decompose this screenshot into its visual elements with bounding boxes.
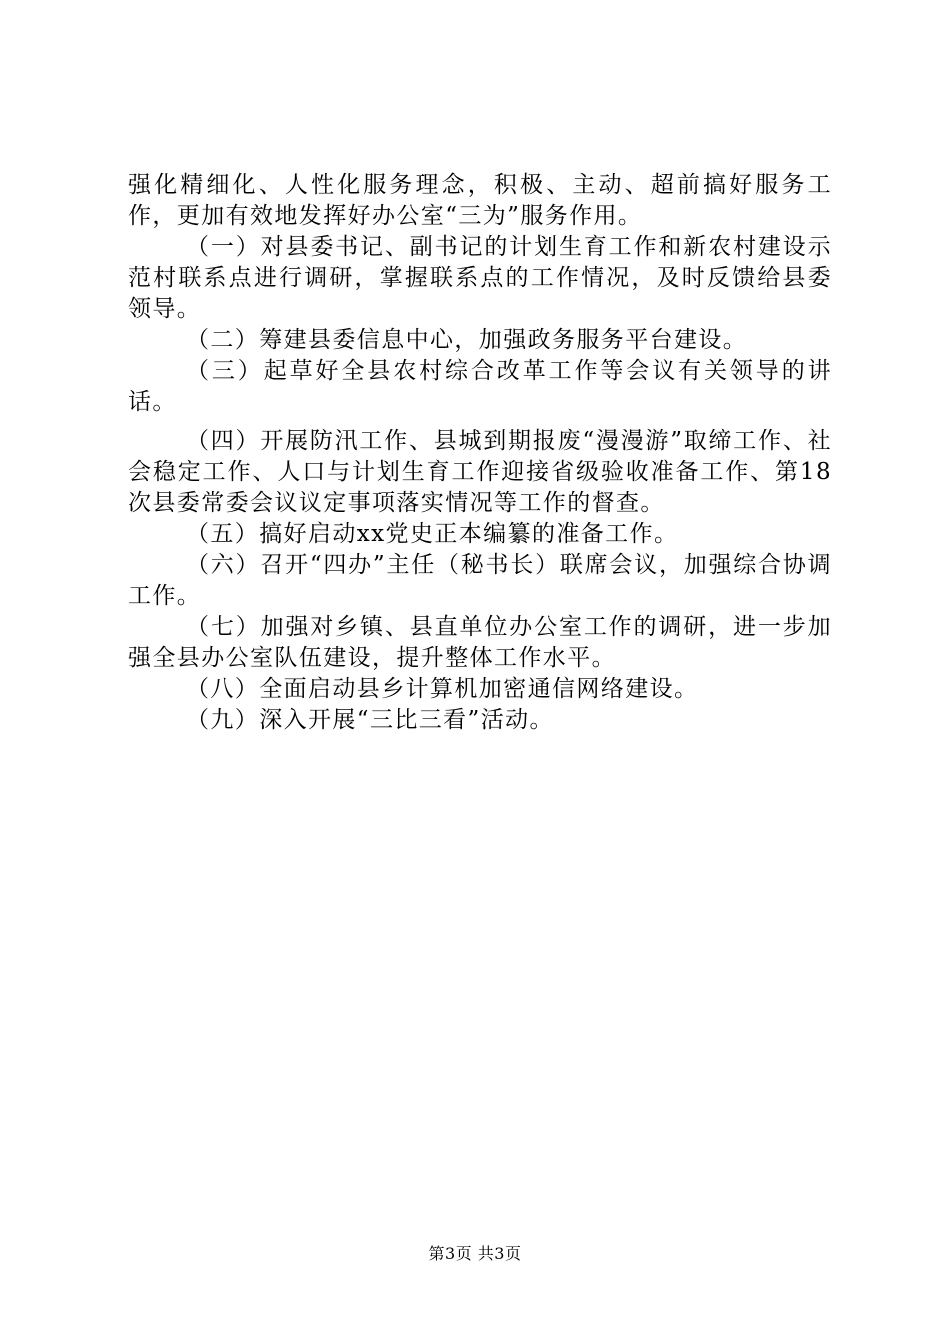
paragraph-item-7: （七）加强对乡镇、县直单位办公室工作的调研，进一步加强全县办公室队伍建设，提升整体工作水平。 bbox=[128, 614, 832, 671]
document-body bbox=[128, 170, 832, 736]
paragraph-item-8: （八）全面启动县乡计算机加密通信网络建设。 bbox=[186, 676, 699, 702]
paragraph-item-5: （五）搞好启动xx党史正本编纂的准备工作。 bbox=[186, 521, 679, 547]
page-number-footer: 第3页 共3页 bbox=[428, 1244, 522, 1263]
paragraph-item-9: （九）深入开展“三比三看”活动。 bbox=[186, 707, 554, 733]
paragraph-item-6: （六）召开“四办”主任（秘书长）联席会议，加强综合协调工作。 bbox=[128, 552, 832, 609]
paragraph-intro: 强化精细化、人性化服务理念，积极、主动、超前搞好服务工作，更加有效地发挥好办公室“三为”服务作用。 bbox=[128, 172, 832, 229]
paragraph-item-1: （一）对县委书记、副书记的计划生育工作和新农村建设示范村联系点进行调研，掌握联系点的工作情况，及时反馈给县委领导。 bbox=[128, 234, 832, 322]
paragraph-item-4: （四）开展防汛工作、县城到期报废“漫漫游”取缔工作、社会稳定工作、人口与计划生育工作迎接省级验收准备工作、第18次县委常委会议议定事项落实情况等工作的督查。 bbox=[128, 428, 832, 516]
paragraph-item-2: （二）筹建县委信息中心，加强政务服务平台建设。 bbox=[186, 327, 748, 353]
paragraph-item-3: （三）起草好全县农村综合改革工作等会议有关领导的讲话。 bbox=[128, 358, 832, 415]
